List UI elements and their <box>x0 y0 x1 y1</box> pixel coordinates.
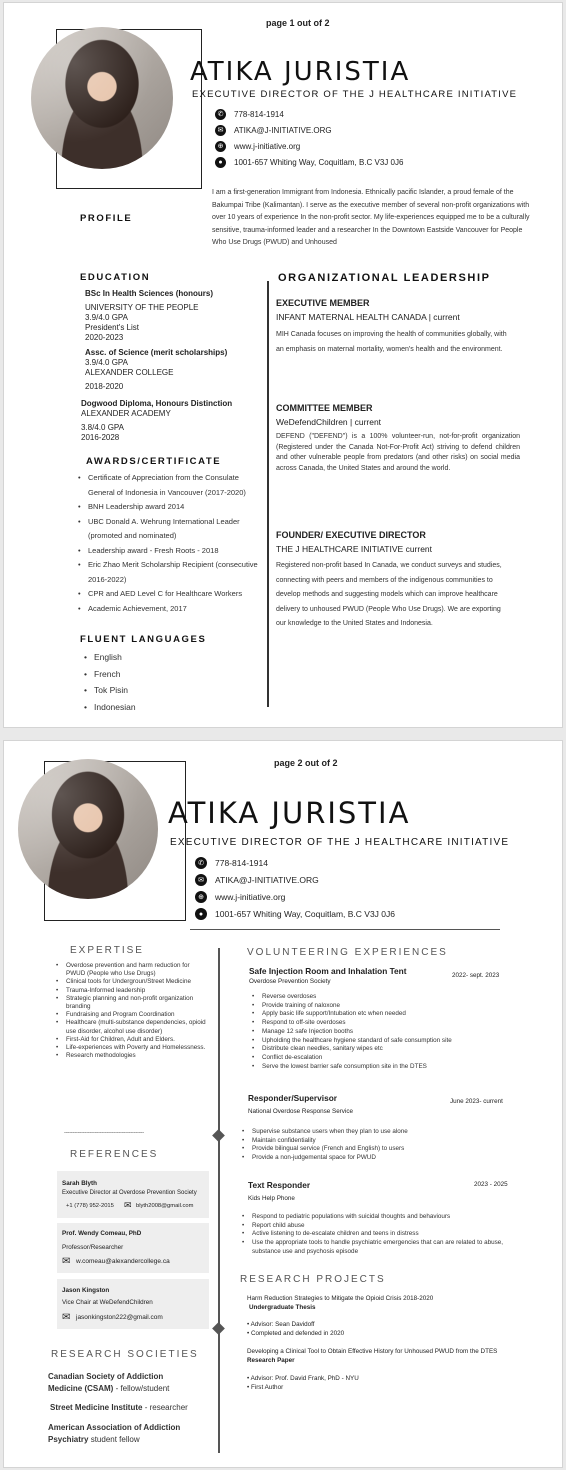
contact-website[interactable]: ⊕ www.j-initiative.org <box>215 141 300 152</box>
contact-email[interactable]: ✉ ATIKA@J-INITIATIVE.ORG <box>215 125 332 136</box>
org-name: WeDefendChildren | current <box>276 417 382 427</box>
list-item: • Leadership award - Fresh Roots - 2018 <box>78 544 262 559</box>
volunteer-org: Overdose Prevention Society <box>249 978 331 985</box>
org-name: THE J HEALTHCARE INITIATIVE current <box>276 544 433 554</box>
education-entry: Assc. of Science (merit scholarships) 3.9/4.0 GPA ALEXANDER COLLEGE 2018-2020 <box>85 348 228 391</box>
divider-diamond <box>212 1129 225 1142</box>
list-item: • Indonesian <box>84 699 254 716</box>
list-item: • Certificate of Appreciation from the Consulate General of Indonesia in Vancouver (2017-2020) <box>78 471 262 500</box>
education-entry: Dogwood Diploma, Honours Distinction ALEXANDER ACADEMY 3.8/4.0 GPA 2016-2028 <box>81 399 233 442</box>
list-item: • Reverse overdoses <box>252 993 512 1002</box>
name-heading: ATIKA JURISTIA <box>190 57 411 87</box>
org-description: MIH Canada focuses on improving the health of communities globally, with an emphasis on maternal mortality, women's health and the environment. <box>276 331 507 353</box>
research-title: Harm Reduction Strategies to Mitigate the Opioid Crisis 2018-2020 <box>247 1295 434 1302</box>
list-item: • Active listening to de-escalate children and teens in distress <box>242 1230 512 1239</box>
list-item: • Clinical tools for Undergroun/Street Medicine <box>56 978 206 986</box>
org-role: COMMITTEE MEMBER <box>276 403 373 413</box>
list-item: • Respond to pediatric populations with suicidal thoughts and behaviours <box>242 1213 512 1222</box>
volunteer-dates: 2022- sept. 2023 <box>452 972 500 979</box>
email-icon: ✉ <box>195 874 207 886</box>
research-details: • Advisor: Prof. David Frank, PhD - NYU • First Author <box>247 1375 359 1391</box>
volunteer-dates: June 2023- current <box>450 1098 503 1105</box>
list-item: • French <box>84 666 254 683</box>
profile-photo <box>31 27 173 169</box>
society-entry: American Association of Addiction Psychiatry student fellow <box>48 1423 181 1444</box>
list-item: • Distribute clean needles, sanitary wipes etc <box>252 1045 512 1054</box>
list-item: • Healthcare (multi-substance dependencies, opioid use disorder, alcohol use disorder) <box>56 1019 206 1035</box>
location-pin-icon: ● <box>215 157 226 168</box>
volunteer-duties <box>242 1128 512 1163</box>
org-leadership-heading: ORGANIZATIONAL LEADERSHIP <box>278 272 491 284</box>
list-item: • First-Aid for Children, Adult and Elders. <box>56 1036 206 1044</box>
job-title: EXECUTIVE DIRECTOR OF THE J HEALTHCARE INITIATIVE <box>192 89 518 100</box>
profile-photo <box>18 759 158 899</box>
volunteer-org: National Overdose Response Service <box>248 1108 354 1115</box>
envelope-icon: ✉ <box>62 1256 71 1267</box>
list-item: • BNH Leadership award 2014 <box>78 500 262 515</box>
list-item: • UBC Donald A. Wehrung International Leader (promoted and nominated) <box>78 515 262 544</box>
phone-icon: ✆ <box>195 857 207 869</box>
expertise-heading: EXPERTISE <box>70 945 144 956</box>
education-heading: EDUCATION <box>80 272 151 283</box>
list-item: • English <box>84 649 254 666</box>
email-icon: ✉ <box>215 125 226 136</box>
contact-address: ● 1001-657 Whiting Way, Coquitlam, B.C V3J 0J6 <box>215 157 403 168</box>
volunteer-org: Kids Help Phone <box>248 1195 295 1202</box>
globe-icon: ⊕ <box>195 891 207 903</box>
org-description: DEFEND ("DEFEND") is a 100% volunteer-run, not-for-profit organization (Registered under the Canada Not-For-Profit Act) striving to defend children and other vulnerable people from predators (and other risks) on social media across Canada, the United States and around the world. <box>276 433 520 472</box>
profile-text: I am a first-generation Immigrant from Indonesia. Ethnically pacific Islander, a proud female of the Bakumpai Tribe (Kalimantan). I serve as the executive member of several non-profit organizations with over 10 years of experience In the non-profit sector. My life-experiences equipped me to be a culturally sensitive, trauma-informed leader and a researcher In the Downtown Eastside Vancouver for People Who Use Drugs (PWUD) and Unhoused <box>212 189 530 246</box>
list-item: • Conflict de-escalation <box>252 1054 512 1063</box>
reference-email[interactable]: jasonkingston222@gmail.com <box>76 1314 163 1321</box>
envelope-icon: ✉ <box>62 1312 71 1323</box>
contact-address: ● 1001-657 Whiting Way, Coquitlam, B.C V3J 0J6 <box>195 908 395 920</box>
volunteering-heading: VOLUNTEERING EXPERIENCES <box>247 947 448 958</box>
contact-email[interactable]: ✉ ATIKA@J-INITIATIVE.ORG <box>195 874 319 886</box>
list-item: • CPR and AED Level C for Healthcare Workers <box>78 587 262 602</box>
volunteer-role: Safe Injection Room and Inhalation Tent <box>249 966 407 976</box>
research-type: Research Paper <box>247 1357 295 1364</box>
list-item: • Use the appropriate tools to handle psychiatric emergencies that can are related to abuse, substance use and psychosis episode <box>242 1239 512 1256</box>
list-item: • Overdose prevention and harm reduction for PWUD (People who Use Drugs) <box>56 962 206 978</box>
list-item: • Provide a non-judgemental space for PWUD <box>242 1154 512 1163</box>
list-item: • Upholding the healthcare hygiene standard of safe consumption site <box>252 1037 512 1046</box>
header-rule <box>190 929 500 930</box>
list-item: • Tok Pisin <box>84 682 254 699</box>
expertise-list <box>56 962 206 1060</box>
list-item: • Supervise substance users when they plan to use alone <box>242 1128 512 1137</box>
research-societies-heading: RESEARCH SOCIETIES <box>51 1349 199 1360</box>
volunteer-dates: 2023 - 2025 <box>474 1181 508 1188</box>
reference-email[interactable]: blyth2008@gmail.com <box>136 1203 194 1209</box>
awards-list <box>78 471 262 616</box>
org-description: Registered non-profit based In Canada, we conduct surveys and studies, connecting with peers and members of the indigenous communities to develop methods and suggesting models which can improve healthcare delivery to unhoused PWUD (People Who Use Drugs). We are exporting our knowledge to the United States and Indonesia. <box>276 562 502 627</box>
list-item: • Provide bilingual service (French and English) to users <box>242 1145 512 1154</box>
research-details: • Advisor: Sean Davidoff • Completed and defended in 2020 <box>247 1321 345 1337</box>
globe-icon: ⊕ <box>215 141 226 152</box>
column-divider <box>218 948 220 1453</box>
awards-heading: AWARDS/CERTIFICATE <box>86 456 222 467</box>
volunteer-duties <box>242 1213 512 1257</box>
languages-heading: FLUENT LANGUAGES <box>80 634 207 645</box>
research-projects-heading: RESEARCH PROJECTS <box>240 1274 386 1285</box>
list-item: • Manage 12 safe Injection booths <box>252 1028 512 1037</box>
org-role: FOUNDER/ EXECUTIVE DIRECTOR <box>276 530 426 540</box>
list-item: • Report child abuse <box>242 1222 512 1231</box>
volunteer-role: Text Responder <box>248 1180 311 1190</box>
envelope-icon: ✉ <box>124 1200 132 1210</box>
name-heading: ATIKA JURISTIA <box>168 796 411 830</box>
contact-website[interactable]: ⊕ www.j-initiative.org <box>195 891 285 903</box>
list-item: • Apply basic life support/Intubation etc when needed <box>252 1010 512 1019</box>
reference-phone: +1 (778) 952-2015 <box>66 1203 114 1209</box>
list-item: • Fundraising and Program Coordination <box>56 1011 206 1019</box>
list-item: • Research methodologies <box>56 1052 206 1060</box>
contact-phone[interactable]: ✆ 778-814-1914 <box>215 109 284 120</box>
location-pin-icon: ● <box>195 908 207 920</box>
reference-card: Prof. Wendy Comeau, PhD Professor/Researcher ✉ w.comeau@alexandercollege.ca <box>57 1223 209 1273</box>
volunteer-duties <box>252 993 512 1071</box>
contact-phone[interactable]: ✆ 778-814-1914 <box>195 857 268 869</box>
page-number: page 2 out of 2 <box>274 758 338 768</box>
column-divider <box>267 281 269 707</box>
list-item: • Trauma-Informed leadership <box>56 987 206 995</box>
section-rule: ----------------------------------------------- <box>64 1130 144 1136</box>
list-item: • Provide training of naloxone <box>252 1002 512 1011</box>
org-role: EXECUTIVE MEMBER <box>276 298 370 308</box>
org-name: INFANT MATERNAL HEALTH CANADA | current <box>276 312 460 322</box>
reference-card: Jason Kingston Vice Chair at WeDefendChildren ✉ jasonkingston222@gmail.com <box>57 1279 209 1329</box>
page-number: page 1 out of 2 <box>266 18 330 28</box>
list-item: • Strategic planning and non-profit organization branding <box>56 995 206 1011</box>
divider-diamond <box>212 1322 225 1335</box>
education-entry: BSc In Health Sciences (honours) UNIVERSITY OF THE PEOPLE 3.9/4.0 GPA President's List 2020-2023 <box>85 289 214 342</box>
reference-card: Sarah Blyth Executive Director at Overdose Prevention Society +1 (778) 952-2015 ✉ blyth2008@gmail.com <box>57 1171 209 1218</box>
list-item: • Eric Zhao Merit Scholarship Recipient (consecutive 2016-2022) <box>78 558 262 587</box>
profile-heading: PROFILE <box>80 213 133 224</box>
reference-email[interactable]: w.comeau@alexandercollege.ca <box>76 1258 170 1265</box>
list-item: • Life-experiences with Poverty and Homelessness. <box>56 1044 206 1052</box>
list-item: • Maintain confidentiality <box>242 1137 512 1146</box>
languages-list <box>84 649 254 715</box>
society-entry: Street Medicine Institute - researcher <box>50 1403 188 1412</box>
research-title: Developing a Clinical Tool to Obtain Effective History for Unhoused PWUD from the DTES <box>247 1348 498 1355</box>
list-item: • Serve the lowest barrier safe consumption site in the DTES <box>252 1063 512 1072</box>
list-item: • Respond to off-site overdoses <box>252 1019 512 1028</box>
volunteer-role: Responder/Supervisor <box>248 1093 337 1103</box>
list-item: • Academic Achievement, 2017 <box>78 602 262 617</box>
resume-page-2 <box>3 740 563 1468</box>
references-heading: REFERENCES <box>70 1149 159 1160</box>
research-type: Undergraduate Thesis <box>249 1304 316 1311</box>
society-entry: Canadian Society of Addiction Medicine (CSAM) - fellow/student <box>48 1372 170 1393</box>
phone-icon: ✆ <box>215 109 226 120</box>
resume-page-1 <box>3 2 563 728</box>
job-title: EXECUTIVE DIRECTOR OF THE J HEALTHCARE INITIATIVE <box>170 837 510 848</box>
